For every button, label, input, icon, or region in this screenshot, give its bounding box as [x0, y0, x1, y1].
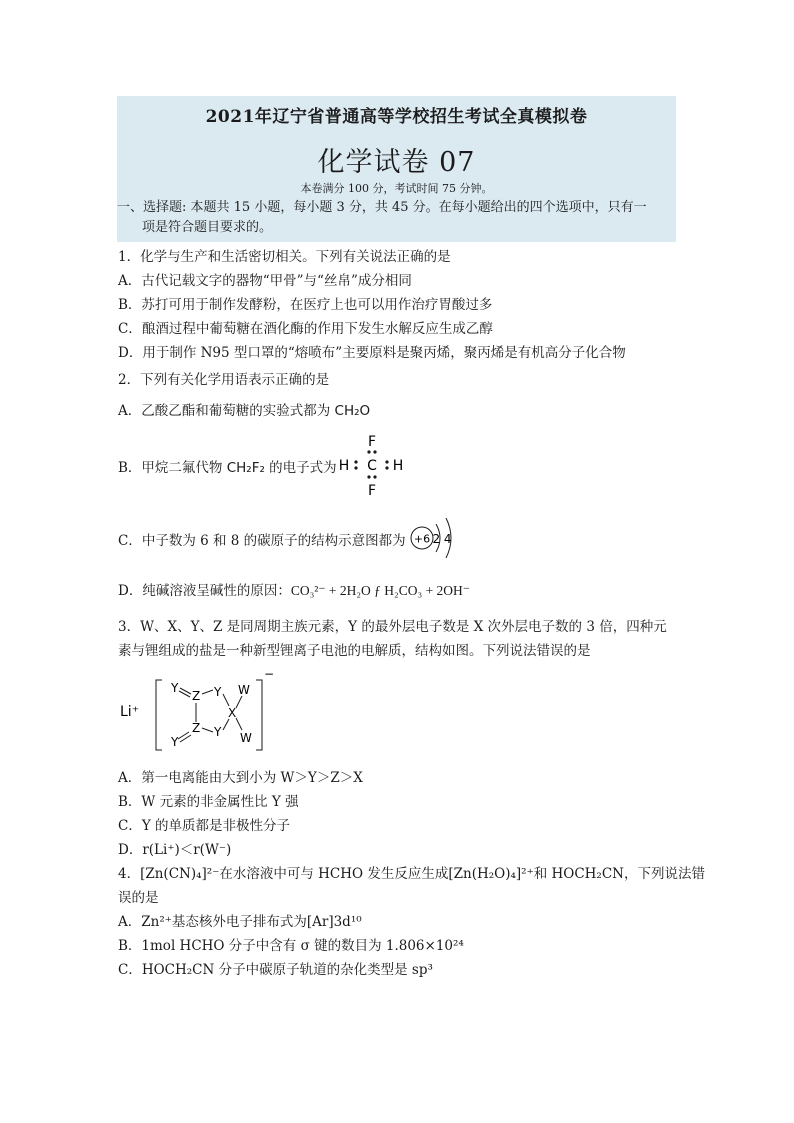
electron-dot-structure — [336, 430, 406, 500]
q4-option-a: A．Zn²⁺基态核外电子排布式为[Ar]3d¹⁰ — [118, 914, 362, 930]
q4-stem-line1: 4．[Zn(CN)₄]²⁻在水溶液中可与 HCHO 发生反应生成[Zn(H₂O)₄]²⁺和 HOCH₂CN，下列说法错 — [118, 866, 705, 882]
q1-stem: 1．化学与生产和生活密切相关。下列有关说法正确的是 — [118, 249, 451, 265]
shell-electrons: 2 4 — [432, 532, 452, 546]
atom-y: Y — [171, 681, 179, 695]
atom-h-left: H — [338, 458, 350, 474]
q2-a-prefix: A．乙酸乙酯和葡萄糖的实验式都为 — [118, 403, 335, 419]
q3-stem-line2: 素与锂组成的盐是一种新型锂离子电池的电解质，结构如图。下列说法错误的是 — [118, 643, 591, 659]
q2-option-c: C．中子数为 6 和 8 的碳原子的结构示意图都为 — [118, 533, 406, 549]
section-instructions — [117, 198, 676, 238]
q1-option-b: B．苏打可用于制作发酵粉，在医疗上也可以用作治疗胃酸过多 — [118, 297, 493, 313]
lithium-cation: Li⁺ — [120, 704, 140, 720]
q2-stem: 2．下列有关化学用语表示正确的是 — [118, 372, 330, 388]
anion-charge: − — [264, 667, 275, 681]
q1-option-a: A．古代记载文字的器物“甲骨”与“丝帛”成分相同 — [118, 273, 412, 289]
atom-z: Z — [192, 689, 201, 703]
q2-d-prefix: D．纯碱溶液呈碱性的原因： — [118, 583, 291, 599]
atom-w: W — [238, 683, 250, 697]
q2-b-prefix: B．甲烷二氟代物 — [118, 460, 227, 476]
q1-option-c: C．酿酒过程中葡萄糖在酒化酶的作用下发生水解反应生成乙醇 — [118, 321, 493, 337]
q3-option-b: B．W 元素的非金属性比 Y 强 — [118, 794, 299, 810]
instruction-line: 项是符合题目要求的。 — [142, 220, 273, 235]
q2-a-formula: CH₂O — [334, 403, 371, 419]
atom-y: Y — [214, 685, 222, 699]
q1-option-d: D．用于制作 N95 型口罩的“熔喷布”主要原料是聚丙烯，聚丙烯是有机高分子化合物 — [118, 345, 626, 361]
q2-b-formula: CH₂F₂ — [226, 460, 265, 476]
exam-title: 2021年辽宁省普通高等学校招生考试全真模拟卷 — [205, 107, 588, 127]
q4-option-c: C．HOCH₂CN 分子中碳原子轨道的杂化类型是 sp³ — [118, 962, 433, 978]
atom-z: Z — [192, 721, 201, 735]
atom-x: X — [228, 706, 237, 720]
q4-option-b: B．1mol HCHO 分子中含有 σ 键的数目为 1.806×10²⁴ — [118, 938, 464, 954]
atom-y: Y — [214, 725, 222, 739]
atom-w: W — [240, 731, 252, 745]
subject-title: 化学试卷 07 — [317, 147, 476, 178]
nucleus-charge: +6 — [413, 532, 431, 546]
q2-option-b — [118, 456, 337, 476]
q3-stem-line1: 3．W、X、Y、Z 是同周期主族元素，Y 的最外层电子数是 X 次外层电子数的 3 倍，四种元 — [118, 619, 667, 635]
atom-f-top: F — [367, 434, 377, 450]
score-note: 本卷满分 100 分，考试时间 75 分钟。 — [300, 182, 493, 195]
q4-stem-line2: 误的是 — [118, 890, 159, 906]
q2-d-equation: CO₃²⁻ + 2H₂O ƒ H₂CO₃ + 2OH⁻ — [290, 583, 470, 598]
q3-option-a: A．第一电离能由大到小为 W＞Y＞Z＞X — [118, 770, 363, 786]
q3-option-c: C．Y 的单质都是非极性分子 — [118, 818, 291, 834]
q2-option-a — [118, 399, 370, 419]
bracket-left — [156, 680, 162, 750]
atom-h-right: H — [392, 458, 404, 474]
exam-header — [117, 96, 676, 242]
q2-option-d — [118, 579, 470, 599]
lithium-salt-structure — [118, 664, 278, 756]
q2-b-suffix: 的电子式为 — [264, 460, 337, 476]
atomic-structure-diagram — [406, 512, 466, 564]
atom-y: Y — [171, 735, 179, 749]
atom-c-center: C — [367, 458, 377, 474]
q3-option-d: D．r(Li⁺)＜r(W⁻) — [118, 842, 232, 858]
atom-f-bottom: F — [367, 483, 377, 499]
instruction-line: 一、选择题: 本题共 15 小题，每小题 3 分，共 45 分。在每小题给出的四个选项中，只有一 — [117, 200, 647, 215]
bracket-right — [256, 680, 262, 750]
